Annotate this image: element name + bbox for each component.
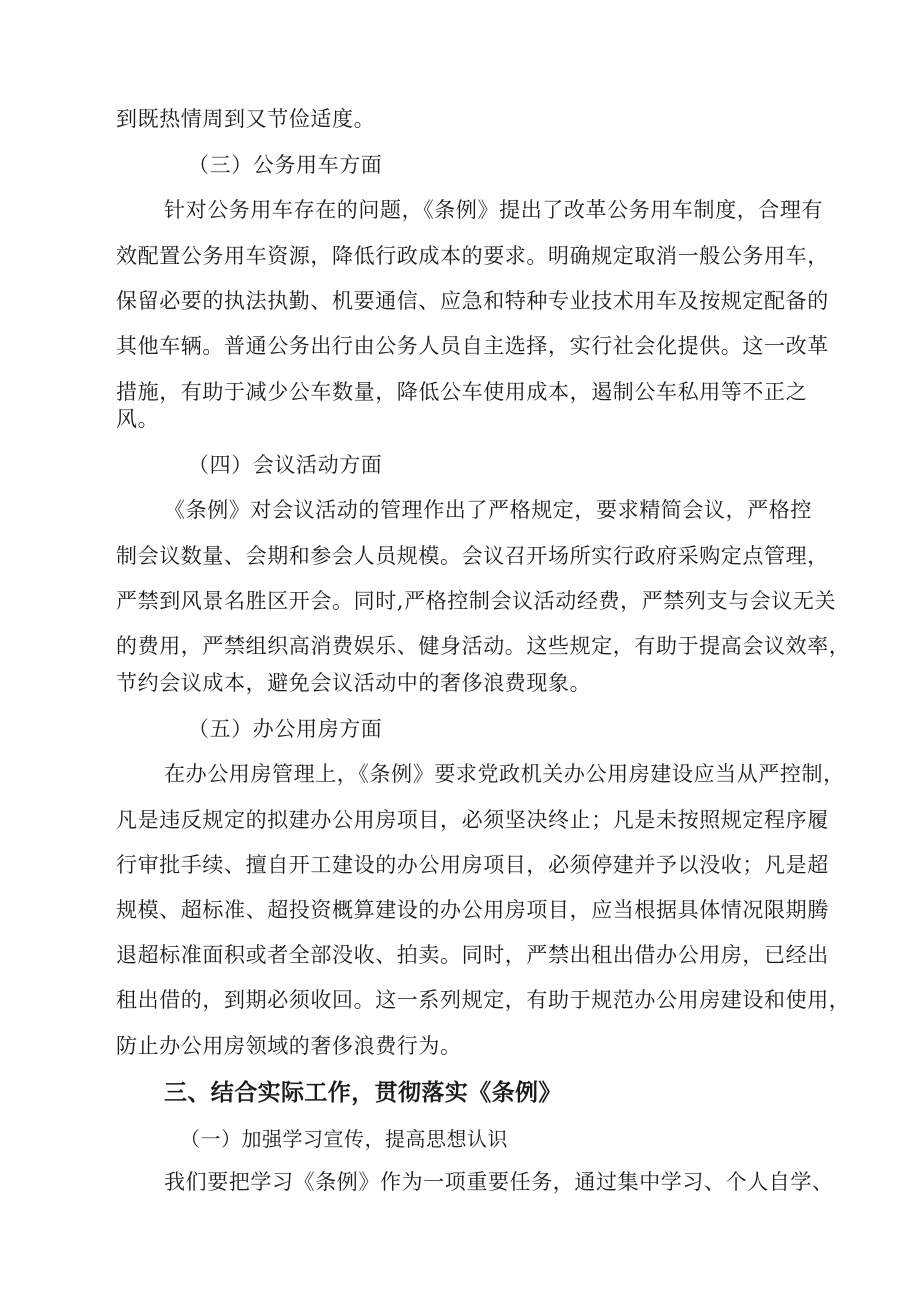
body-line: 行审批手续、擅自开工建设的办公用房项目，必须停建并予以没收；凡是超	[116, 853, 829, 877]
body-line: 到既热情周到又节俭适度。	[116, 107, 376, 131]
body-line: 风。	[116, 407, 160, 431]
body-line: 我们要把学习《条例》作为一项重要任务，通过集中学习、个人自学、	[164, 1170, 834, 1194]
chapter-heading: 三、结合实际工作，贯彻落实《条例》	[164, 1080, 562, 1106]
body-line: 租出借的，到期必须收回。这一系列规定，有助于规范办公用房建设和使用，	[116, 988, 851, 1012]
body-line: 制会议数量、会期和参会人员规模。会议召开场所实行政府采购定点管理，	[116, 544, 829, 568]
subsection-heading-1: （一）加强学习宣传，提高思想认识	[180, 1127, 508, 1151]
body-line: 严禁到风景名胜区开会。同时,严格控制会议活动经费，严禁列支与会议无关	[116, 589, 837, 613]
body-line: 其他车辆。普通公务出行由公务人员自主选择，实行社会化提供。这一改革	[116, 334, 829, 358]
body-line: 保留必要的执法执勤、机要通信、应急和特种专业技术用车及按规定配备的	[116, 289, 829, 313]
section-heading-4: （四）会议活动方面	[188, 453, 383, 477]
body-line: 针对公务用车存在的问题，《条例》提出了改革公务用车制度，合理有	[164, 198, 824, 222]
body-line: 凡是违反规定的拟建办公用房项目，必须坚决终止；凡是未按照规定程序履	[116, 808, 829, 832]
body-line: 的费用，严禁组织高消费娱乐、健身活动。这些规定，有助于提高会议效率，	[116, 634, 851, 658]
body-line: 退超标准面积或者全部没收、拍卖。同时，严禁出租出借办公用房，已经出	[116, 943, 829, 967]
body-line: 防止办公用房领域的奢侈浪费行为。	[116, 1034, 462, 1058]
body-line: 规模、超标准、超投资概算建设的办公用房项目，应当根据具体情况限期腾	[116, 898, 829, 922]
section-heading-3: （三）公务用车方面	[188, 153, 383, 177]
section-heading-5: （五）办公用房方面	[188, 717, 383, 741]
body-line: 效配置公务用车资源，降低行政成本的要求。明确规定取消一般公务用车，	[116, 244, 829, 268]
body-line: 节约会议成本，避免会议活动中的奢侈浪费现象。	[116, 671, 592, 695]
body-line: 在办公用房管理上，《条例》要求党政机关办公用房建设应当从严控制，	[164, 762, 845, 786]
body-line: 《条例》对会议活动的管理作出了严格规定，要求精简会议，严格控	[164, 498, 812, 522]
body-line: 措施，有助于减少公车数量，降低公车使用成本，遏制公车私用等不正之	[116, 380, 808, 404]
